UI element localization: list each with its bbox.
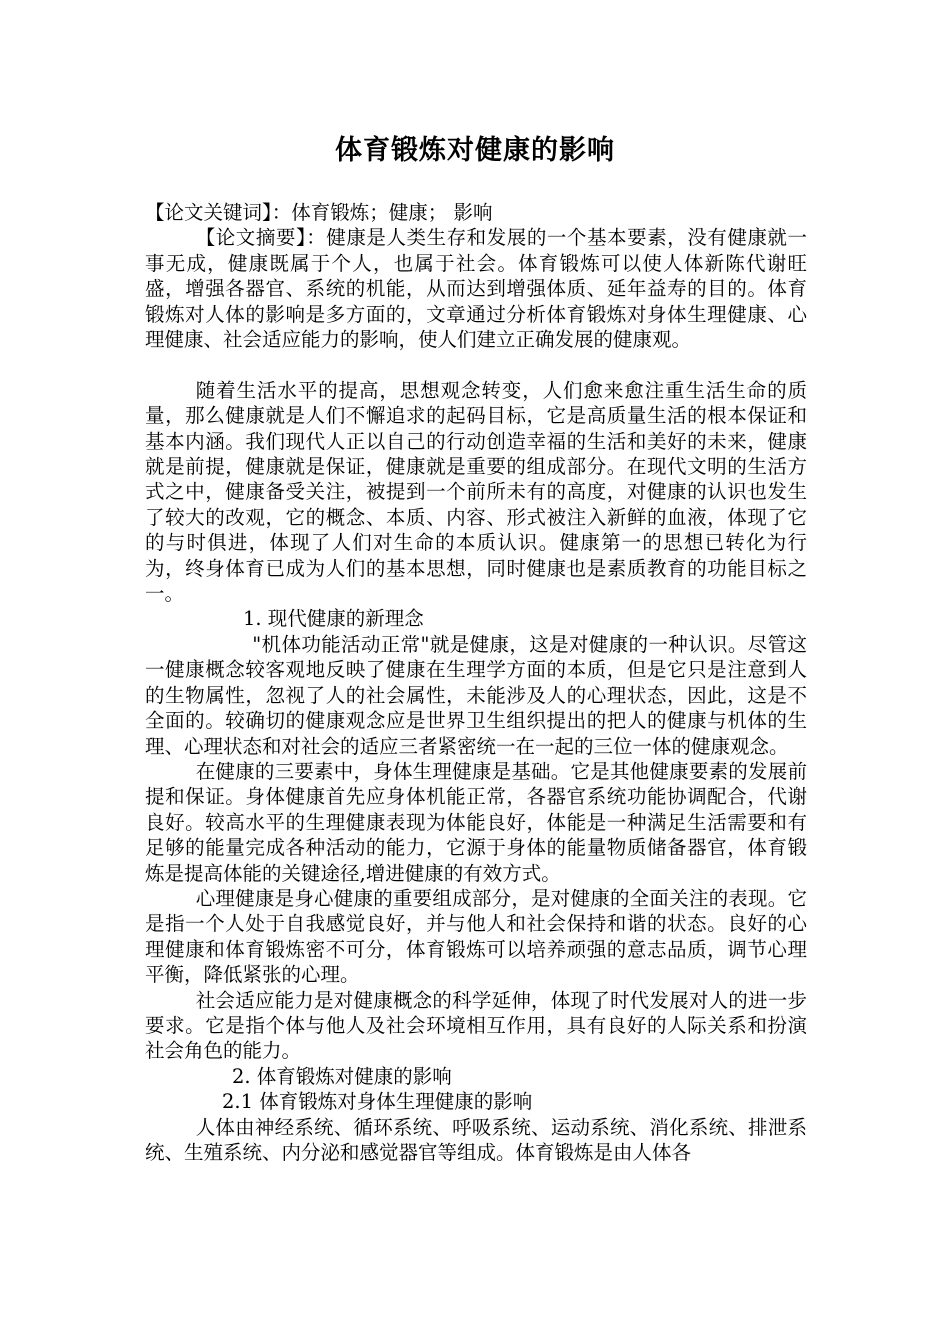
document-body bbox=[145, 200, 807, 1165]
document-title: 体育锻炼对健康的影响 bbox=[335, 135, 615, 166]
section-1-paragraph-1: "机体功能活动正常"就是健康，这是对健康的一种认识。尽管这一健康概念较客观地反映了健康在生理学方面的本质，但是它只是注意到人的生物属性，忽视了人的社会属性，未能涉及人的心理状态，因此，这是不全面的。较确切的健康观念应是世界卫生组织提出的把人的健康与机体的生理、心理状态和对社会的适应三者紧密统一在一起的三位一体的健康观念。 bbox=[145, 632, 807, 758]
keywords-line: 【论文关键词】：体育锻炼；健康； 影响 bbox=[145, 201, 493, 224]
blank-line bbox=[145, 352, 807, 377]
section-2-1-paragraph-1: 人体由神经系统、循环系统、呼吸系统、运动系统、消化系统、排泄系统、生殖系统、内分泌和感觉器官等组成。体育锻炼是由人体各 bbox=[145, 1115, 807, 1165]
intro-paragraph: 随着生活水平的提高，思想观念转变，人们愈来愈注重生活生命的质量，那么健康就是人们不懈追求的起码目标，它是高质量生活的根本保证和基本内涵。我们现代人正以自己的行动创造幸福的生活和美好的未来，健康就是前提，健康就是保证，健康就是重要的组成部分。在现代文明的生活方式之中，健康备受关注，被提到一个前所未有的高度，对健康的认识也发生了较大的改观，它的概念、本质、内容、形式被注入新鲜的血液，体现了它的与时俱进，体现了人们对生命的本质认识。健康第一的思想已转化为行为，终身体育已成为人们的基本思想，同时健康也是素质教育的功能目标之一。 bbox=[145, 378, 807, 606]
section-1-paragraph-3: 心理健康是身心健康的重要组成部分，是对健康的全面关注的表现。它是指一个人处于自我感觉良好，并与他人和社会保持和谐的状态。良好的心理健康和体育锻炼密不可分，体育锻炼可以培养顽强的意志品质，调节心理平衡，降低紧张的心理。 bbox=[145, 886, 807, 987]
section-1-paragraph-4: 社会适应能力是对健康概念的科学延伸，体现了时代发展对人的进一步要求。它是指个体与他人及社会环境相互作用，具有良好的人际关系和扮演社会角色的能力。 bbox=[145, 988, 807, 1063]
abstract-paragraph: 【论文摘要】：健康是人类生存和发展的一个基本要素，没有健康就一事无成，健康既属于个人，也属于社会。体育锻炼可以使人体新陈代谢旺盛，增强各器官、系统的机能，从而达到增强体质、延年益寿的目的。体育锻炼对人体的影响是多方面的，文章通过分析体育锻炼对身体生理健康、心理健康、社会适应能力的影响，使人们建立正确发展的健康观。 bbox=[145, 226, 807, 352]
section-1-paragraph-2: 在健康的三要素中，身体生理健康是基础。它是其他健康要素的发展前提和保证。身体健康首先应身体机能正常，各器官系统功能协调配合，代谢良好。较高水平的生理健康表现为体能良好，体能是一种满足生活需要和有足够的能量完成各种活动的能力，它源于身体的能量物质储备器官，体育锻炼是提高体能的关键途径,增进健康的有效方式。 bbox=[145, 759, 807, 885]
section-1-heading: 1. 现代健康的新理念 bbox=[243, 607, 424, 631]
section-2-heading: 2. 体育锻炼对健康的影响 bbox=[232, 1064, 452, 1088]
section-2-1-heading: 2.1 体育锻炼对身体生理健康的影响 bbox=[222, 1090, 533, 1114]
